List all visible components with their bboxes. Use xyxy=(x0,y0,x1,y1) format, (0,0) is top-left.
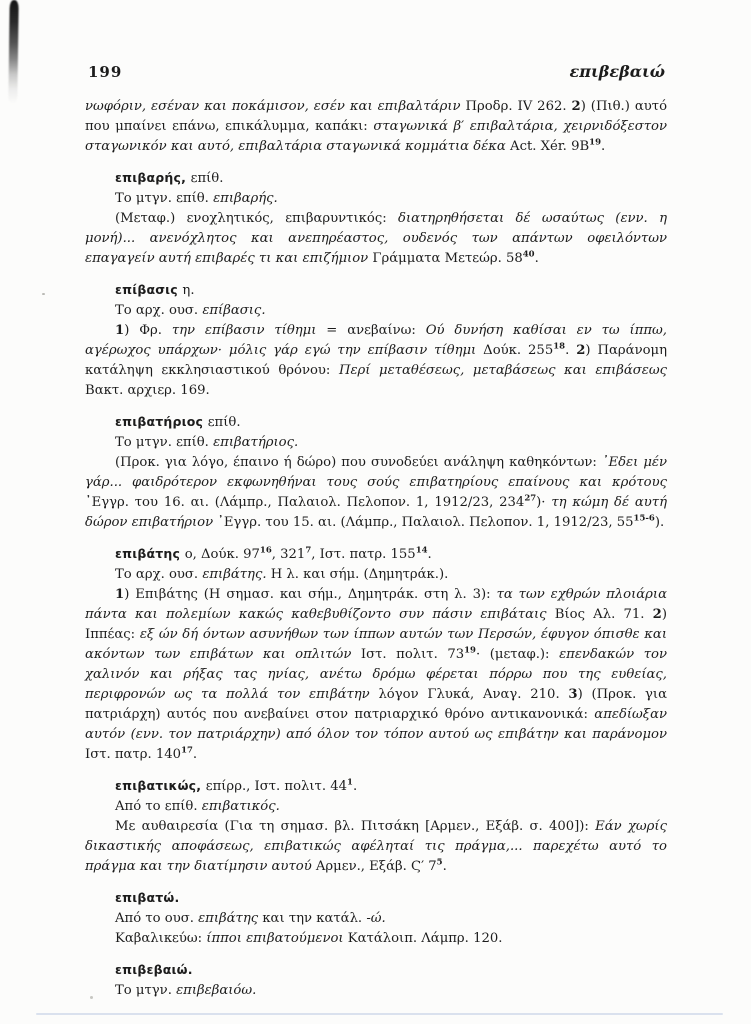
epivasis-senses: 1) Φρ. την επίβασιν τίθημι = ανεβαίνω: Ού δυνήση καθίσαι εν τω ίππω, αγέρωχος υπάρχων· μόλις γάρ εγώ την επίβασιν τίθημι Δούκ. $255^{18}$. 2) Παράνομη κατάληψη εκκλησιαστικού θρόνου: Περί μεταθέσεως, μεταβάσεως και επιβάσεως Βακτ. αρχιερ. 169. xyxy=(85,323,668,398)
scan-line-bottom xyxy=(36,1013,723,1015)
epivatirios-etymology: Το μτγν. επίθ. επιβατήριος. xyxy=(115,435,299,450)
epivato-definition: Καβαλικεύω: ίπποι επιβατούμενοι Κατάλοιπ. Λάμπρ. 120. xyxy=(115,931,503,946)
epivatirios-headword: επιβατήριος επίθ. xyxy=(115,414,241,430)
epivatis-headword: επιβάτης ο, Δούκ. $97^{16}$, $321^7$, Ιστ. πατρ. $155^{14}$. xyxy=(115,545,432,562)
page-number: 199 xyxy=(88,63,123,81)
epivasis-headword: επίβασις η. xyxy=(115,282,195,298)
scan-speck xyxy=(42,293,45,295)
scan-artifact-streak xyxy=(8,0,18,104)
epivato-etymology: Από το ουσ. επιβάτης και την κατάλ. -ώ. xyxy=(115,911,386,926)
text-block xyxy=(85,97,667,1001)
epivaris-etymology: Το μτγν. επίθ. επιβαρής. xyxy=(115,191,278,206)
running-head: επιβεβαιώ xyxy=(569,62,665,81)
epivevaio-headword: επιβεβαιώ. xyxy=(115,962,193,977)
epivatikos-definition: Με αυθαιρεσία (Για τη σημασ. βλ. Πιτσάκη [Αρμεν., Εξάβ. σ. 400]): Εάν χωρίς δικαστικής αποφάσεως, επιβατικώς αφέληταί τις πράγμα,... παρεχέτω αυτό το πράγμα και την διατίμησιν αυτού Αρμεν., Εξάβ. Ϛ′ $7^5$. xyxy=(85,819,667,874)
epivatikos-etymology: Από το επίθ. επιβατικός. xyxy=(115,799,280,814)
epivatis-senses: 1) Επιβάτης (Η σημασ. και σήμ., Δημητράκ. στη λ. 3): τα των εχθρών πλοιάρια πάντα και πολεμίων κακώς καθεβυθίζοντο συν πάσιν επιβάταις Βίος Αλ. 71. 2) Ιππέας: εξ ών δή όντων ασυνήθων των ίππων αυτών των Περσών, έφυγον όπισθε και ακόντων των επιβάτων και οπλιτών Ιστ. πολιτ. $73^{19}\cdot (\mu\varepsilon\tau\alpha\varphi.)$: επενδακών τον χαλινόν και ρήξας τας ηνίας, ανέτω δρόμω φέρεται πόρρω που της ευθείας, περιφρονών ως τα πολλά τον επιβάτην λόγον Γλυκά, Αναγ. 210. 3) (Προκ. για πατριάρχη) αυτός που ανεβαίνει στον πατριαρχικό θρόνο αντικανονικά: απεδίωξαν αυτόν (ενν. τον πατριάρχην) από όλον τον τόπον αυτού ως επιβάτην και παράνομον Ιστ. πατρ. $140^{17}$. xyxy=(85,587,668,762)
epivatirios-definition: (Προκ. για λόγο, έπαινο ή δώρο) που συνοδεύει ανάληψη καθηκόντων: ᾿Εδει μέν γάρ... φαιδρότερον εκφωνηθήναι τους σούς επιβατηρίους επαίνους και κρότους ᾿Εγγρ. του 16. αι. (Λάμπρ., Παλαιολ. Πελοπον. 1, 1912/23, $234^{27})\cdot \tau\eta$ κώμη δέ αυτή δώρον επιβατήριον ᾿Εγγρ. του 15. αι. (Λάμπρ., Παλαιολ. Πελοπον. 1, 1912/23, 55$^{15-6}$). xyxy=(85,455,668,530)
epivatis-etymology: Το αρχ. ουσ. επιβάτης. Η λ. και σήμ. (Δημητράκ.). xyxy=(115,567,449,582)
epivevaio-etymology: Το μτγν. επιβεβαιόω. xyxy=(115,983,257,998)
epivaris-headword: επιβαρής, επίθ. xyxy=(115,170,224,186)
epivatikos-headword: επιβατικώς, επίρρ., Ιστ. πολιτ. $44^1$. xyxy=(115,777,358,794)
continuation-paragraph: νωφόριν, εσέναν και ποκάμισον, εσέν και επιβαλτάριν Προδρ. IV 262. 2) (Πιθ.) αυτό που μπαίνει επάνω, επικάλυμμα, καπάκι: σταγωνικά β′ επιβαλτάρια, χειρνιδόξεστον σταγωνικόν και αυτό, επιβαλτάρια σταγωνικά κομμάτια δέκα Act. Xér. $9B^{19}$. xyxy=(85,99,668,154)
epivaris-definition: (Μεταφ.) ενοχλητικός, επιβαρυντικός: διατηρηθήσεται δέ ωσαύτως (ενν. η μονή)... ανενόχλητος και ανεπηρέαστος, ουδενός των απάντων οφειλόντων επαγαγείν αυτή επιβαρές τι και επιζήμιον Γράμματα Μετεώρ. $58^{40}$. xyxy=(85,211,667,266)
epivato-headword: επιβατώ. xyxy=(115,890,180,905)
epivasis-etymology: Το αρχ. ουσ. επίβασις. xyxy=(115,303,266,318)
page-header xyxy=(88,62,665,81)
